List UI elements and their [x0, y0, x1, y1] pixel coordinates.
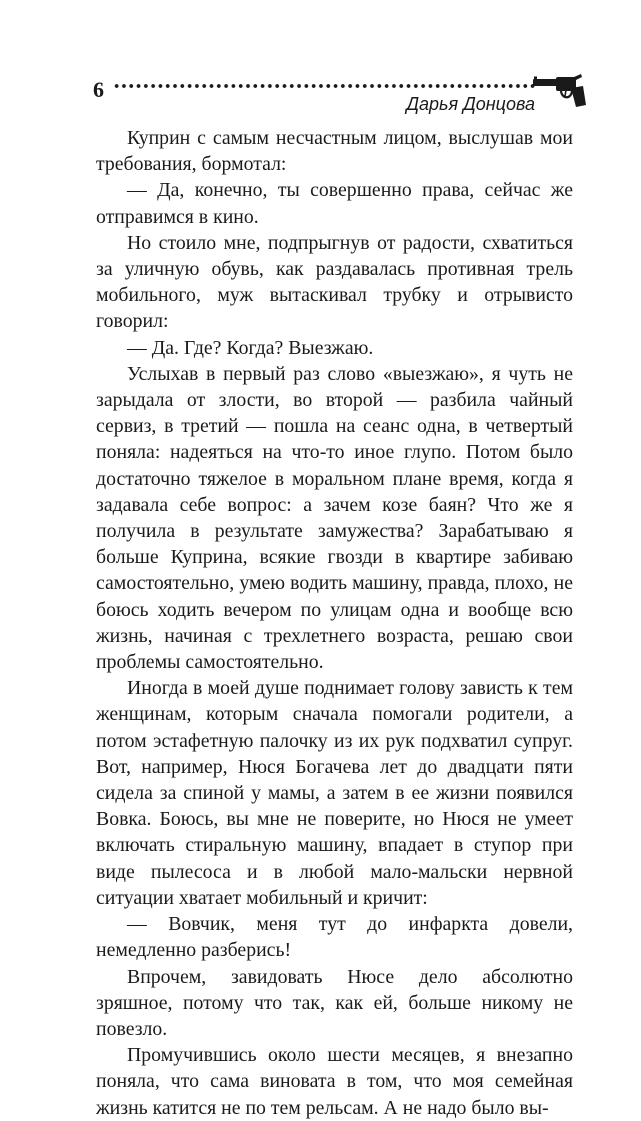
dotted-rule: [113, 83, 535, 89]
paragraph: Иногда в моей душе поднимает голову зависть к тем женщинам, которым сначала помогали родители, а потом эстафетную палочку из их рук подхватил супруг. Вот, например, Нюся Богачева лет до двадцати пяти сидела за спиной у мамы, а затем в ее жизни появился Вовка. Боюсь, вы мне не поверите, но Нюся не умеет включать стиральную машину, впадает в ступор при виде пылесоса и в любой мало-мальски нервной ситуации хватает мобильный и кричит:: [96, 677, 573, 909]
paragraph: Но стоило мне, подпрыгнув от радости, схватиться за уличную обувь, как раздавалась противная трель мобильного, муж вытаскивал трубку и отрывисто говорил:: [96, 231, 573, 333]
paragraph: — Да, конечно, ты совершенно права, сейчас же отправимся в кино.: [96, 179, 573, 228]
paragraph: — Вовчик, меня тут до инфаркта довели, немедленно разберись!: [96, 913, 573, 962]
paragraph: Промучившись около шести месяцев, я внезапно поняла, что сама виновата в том, что моя семейная жизнь катится не по тем рельсам. А не надо было вы-: [96, 1044, 573, 1119]
paragraph: Услыхав в первый раз слово «выезжаю», я чуть не зарыдала от злости, во второй — разбила чайный сервиз, в третий — пошла на сеанс одна, в четвертый поняла: надеяться на что-то иное глупо. Потом было достаточно тяжелое в моральном плане время, когда я задавала себе вопрос: а зачем козе баян? Что же я получила в результате замужества? Зарабатываю я больше Куприна, всякие гвозди в квартире забиваю самостоятельно, умею водить машину, правда, плохо, не боюсь ходить вечером по улицам одна и вообще всю жизнь, начиная с трехлетнего возраста, решаю свои проблемы самостоятельно.: [96, 362, 573, 674]
paragraph: — Да. Где? Когда? Выезжаю.: [127, 336, 374, 359]
page-number: 6: [93, 77, 104, 102]
revolver-icon: [531, 74, 587, 108]
page-body: [96, 125, 573, 1121]
running-header: [93, 74, 583, 114]
book-author: Дарья Донцова: [406, 94, 535, 114]
paragraph: Впрочем, завидовать Нюсе дело абсолютно зряшное, потому что так, как ей, больше никому не повезло.: [96, 965, 573, 1040]
paragraph: Куприн с самым несчастным лицом, выслушав мои требования, бормотал:: [96, 127, 573, 176]
